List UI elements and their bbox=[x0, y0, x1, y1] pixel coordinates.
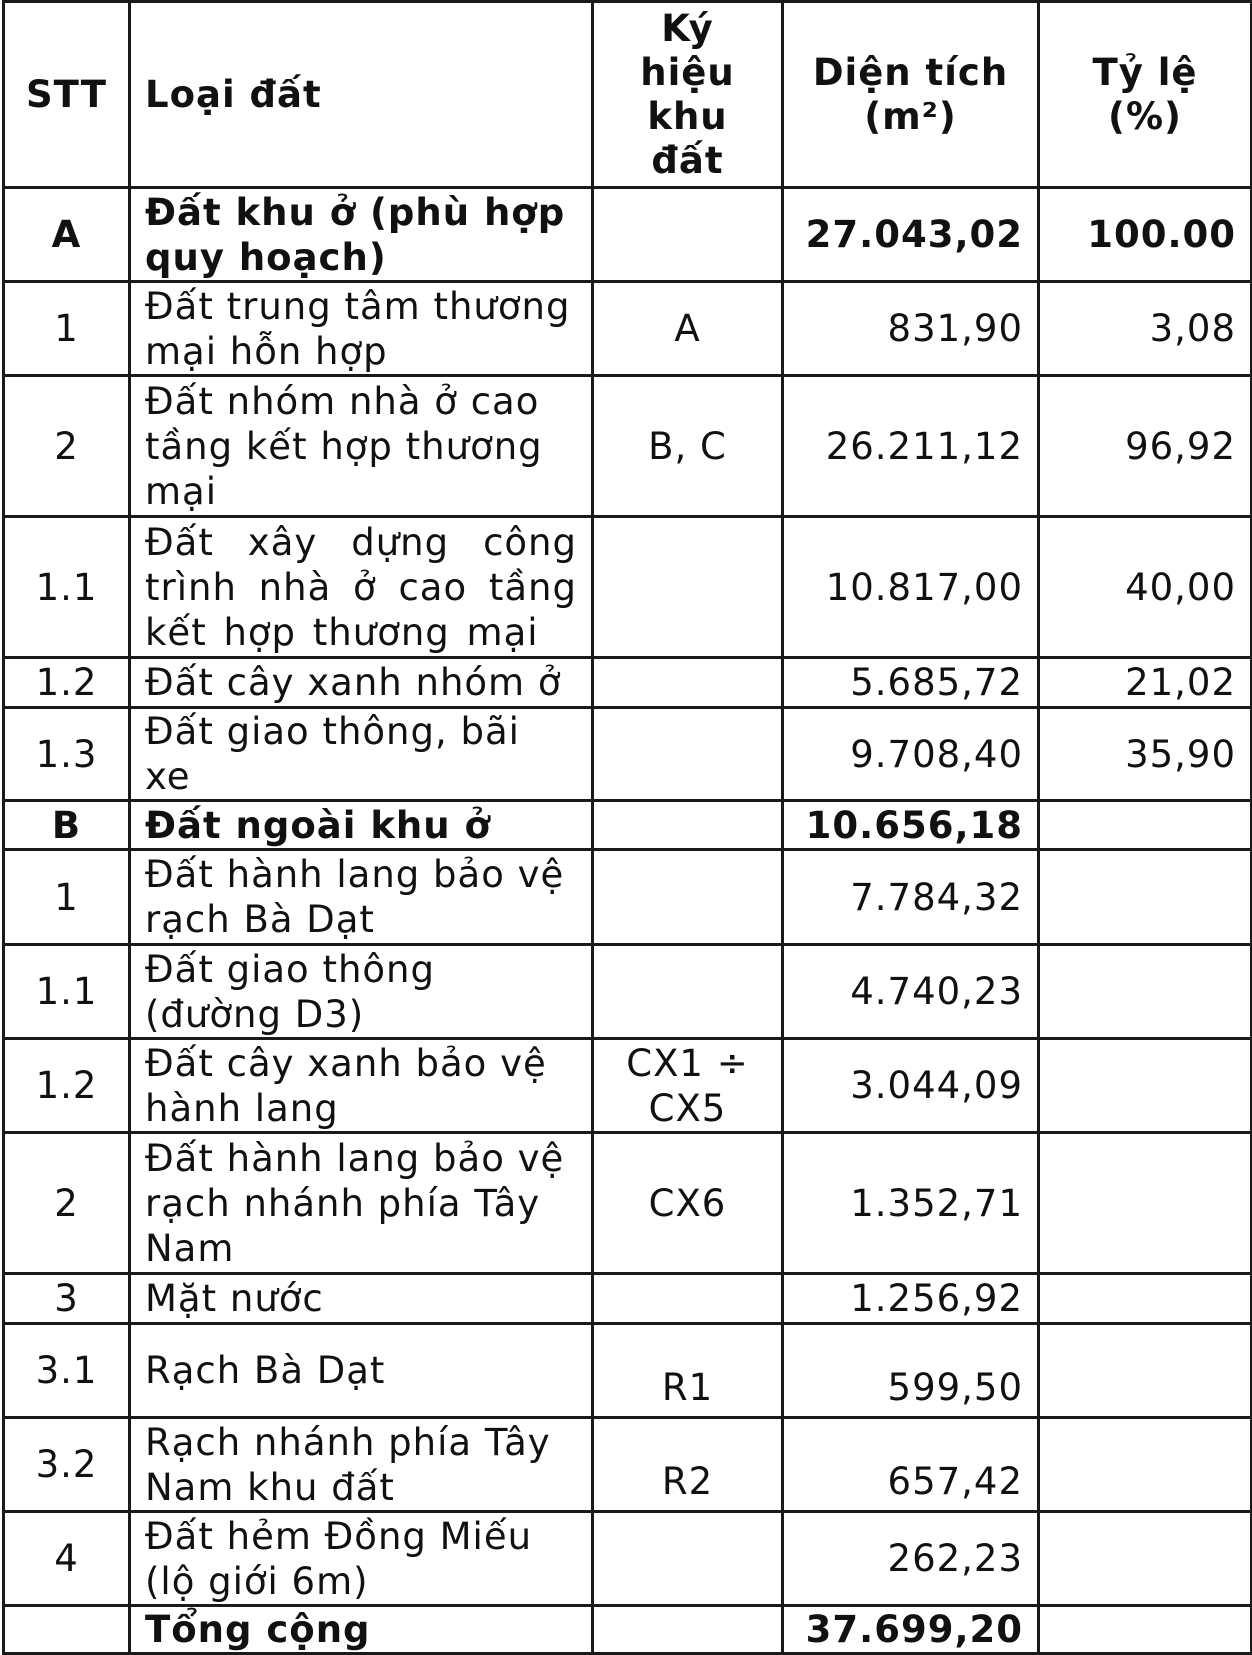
cell-ratio: 3,08 bbox=[1039, 282, 1252, 376]
table-row bbox=[4, 708, 1252, 801]
cell-stt: A bbox=[4, 188, 130, 282]
cell-stt: 1.1 bbox=[4, 517, 130, 658]
cell-code bbox=[593, 188, 783, 282]
header-ratio: Tỷ lệ (%) bbox=[1039, 2, 1252, 188]
table-row bbox=[4, 282, 1252, 376]
land-use-table bbox=[2, 0, 1252, 1655]
cell-code: CX6 bbox=[593, 1133, 783, 1274]
cell-ratio bbox=[1039, 1512, 1252, 1606]
cell-land-type: Mặt nước bbox=[130, 1274, 593, 1324]
cell-land-type: Đất giao thông (đường D3) bbox=[130, 945, 593, 1039]
cell-ratio bbox=[1039, 801, 1252, 850]
cell-code bbox=[593, 1512, 783, 1606]
cell-stt: 1.1 bbox=[4, 945, 130, 1039]
cell-area: 657,42 bbox=[783, 1418, 1039, 1512]
table-total-row bbox=[4, 1606, 1252, 1654]
cell-area: 262,23 bbox=[783, 1512, 1039, 1606]
cell-stt: 3.2 bbox=[4, 1418, 130, 1512]
table-row bbox=[4, 945, 1252, 1039]
cell-area: 10.656,18 bbox=[783, 801, 1039, 850]
cell-ratio bbox=[1039, 1133, 1252, 1274]
cell-stt: 3.1 bbox=[4, 1324, 130, 1418]
cell-land-type: Đất nhóm nhà ở cao tầng kết hợp thương mại bbox=[130, 376, 593, 517]
table-row bbox=[4, 1418, 1252, 1512]
cell-code bbox=[593, 708, 783, 801]
cell-ratio bbox=[1039, 1274, 1252, 1324]
cell-code bbox=[593, 1606, 783, 1654]
cell-stt: 1.3 bbox=[4, 708, 130, 801]
cell-code bbox=[593, 1274, 783, 1324]
table-row bbox=[4, 376, 1252, 517]
header-code: Ký hiệu khu đất bbox=[593, 2, 783, 188]
cell-stt: 1 bbox=[4, 282, 130, 376]
table-row bbox=[4, 850, 1252, 945]
cell-area: 5.685,72 bbox=[783, 658, 1039, 708]
cell-land-type: Rạch nhánh phía Tây Nam khu đất bbox=[130, 1418, 593, 1512]
cell-area: 7.784,32 bbox=[783, 850, 1039, 945]
cell-area: 1.256,92 bbox=[783, 1274, 1039, 1324]
cell-stt: 3 bbox=[4, 1274, 130, 1324]
cell-area: 599,50 bbox=[783, 1324, 1039, 1418]
cell-code: CX1 ÷ CX5 bbox=[593, 1039, 783, 1133]
table-row bbox=[4, 801, 1252, 850]
cell-ratio bbox=[1039, 1324, 1252, 1418]
cell-stt: 2 bbox=[4, 376, 130, 517]
cell-land-type: Đất cây xanh nhóm ở bbox=[130, 658, 593, 708]
cell-area: 3.044,09 bbox=[783, 1039, 1039, 1133]
cell-ratio bbox=[1039, 1606, 1252, 1654]
cell-ratio: 96,92 bbox=[1039, 376, 1252, 517]
cell-stt: B bbox=[4, 801, 130, 850]
cell-ratio bbox=[1039, 1418, 1252, 1512]
cell-area: 4.740,23 bbox=[783, 945, 1039, 1039]
table-row bbox=[4, 1512, 1252, 1606]
cell-code bbox=[593, 658, 783, 708]
cell-area: 10.817,00 bbox=[783, 517, 1039, 658]
cell-area: 37.699,20 bbox=[783, 1606, 1039, 1654]
cell-code bbox=[593, 801, 783, 850]
table-header-row bbox=[4, 2, 1252, 188]
cell-ratio bbox=[1039, 945, 1252, 1039]
cell-area: 27.043,02 bbox=[783, 188, 1039, 282]
cell-land-type: Đất cây xanh bảo vệ hành lang bbox=[130, 1039, 593, 1133]
cell-code bbox=[593, 945, 783, 1039]
cell-ratio: 40,00 bbox=[1039, 517, 1252, 658]
cell-land-type: Đất hành lang bảo vệ rạch Bà Dạt bbox=[130, 850, 593, 945]
cell-land-type: Đất khu ở (phù hợp quy hoạch) bbox=[130, 188, 593, 282]
cell-land-type: Đất xây dựng công trình nhà ở cao tầng kết hợp thương mại bbox=[130, 517, 593, 658]
cell-land-type: Rạch Bà Dạt bbox=[130, 1324, 593, 1418]
cell-land-type: Đất giao thông, bãi xe bbox=[130, 708, 593, 801]
table-row bbox=[4, 658, 1252, 708]
cell-ratio bbox=[1039, 850, 1252, 945]
table-row bbox=[4, 1133, 1252, 1274]
cell-ratio: 35,90 bbox=[1039, 708, 1252, 801]
cell-land-type: Đất trung tâm thương mại hỗn hợp bbox=[130, 282, 593, 376]
header-stt: STT bbox=[4, 2, 130, 188]
cell-area: 26.211,12 bbox=[783, 376, 1039, 517]
cell-stt: 1.2 bbox=[4, 1039, 130, 1133]
cell-area: 9.708,40 bbox=[783, 708, 1039, 801]
cell-land-type: Đất hành lang bảo vệ rạch nhánh phía Tây Nam bbox=[130, 1133, 593, 1274]
cell-code bbox=[593, 517, 783, 658]
cell-ratio: 21,02 bbox=[1039, 658, 1252, 708]
cell-code: R2 bbox=[593, 1418, 783, 1512]
cell-ratio: 100.00 bbox=[1039, 188, 1252, 282]
cell-code: A bbox=[593, 282, 783, 376]
cell-land-type: Tổng cộng bbox=[130, 1606, 593, 1654]
cell-stt: 1.2 bbox=[4, 658, 130, 708]
table-row bbox=[4, 1039, 1252, 1133]
cell-stt: 2 bbox=[4, 1133, 130, 1274]
cell-stt: 1 bbox=[4, 850, 130, 945]
header-area: Diện tích (m²) bbox=[783, 2, 1039, 188]
table-row bbox=[4, 517, 1252, 658]
cell-area: 831,90 bbox=[783, 282, 1039, 376]
cell-stt bbox=[4, 1606, 130, 1654]
cell-stt: 4 bbox=[4, 1512, 130, 1606]
cell-land-type: Đất hẻm Đồng Miếu (lộ giới 6m) bbox=[130, 1512, 593, 1606]
cell-area: 1.352,71 bbox=[783, 1133, 1039, 1274]
cell-land-type: Đất ngoài khu ở bbox=[130, 801, 593, 850]
table-row bbox=[4, 188, 1252, 282]
header-land-type: Loại đất bbox=[130, 2, 593, 188]
cell-code: R1 bbox=[593, 1324, 783, 1418]
table-row bbox=[4, 1274, 1252, 1324]
cell-code: B, C bbox=[593, 376, 783, 517]
cell-code bbox=[593, 850, 783, 945]
cell-ratio bbox=[1039, 1039, 1252, 1133]
table-row bbox=[4, 1324, 1252, 1418]
